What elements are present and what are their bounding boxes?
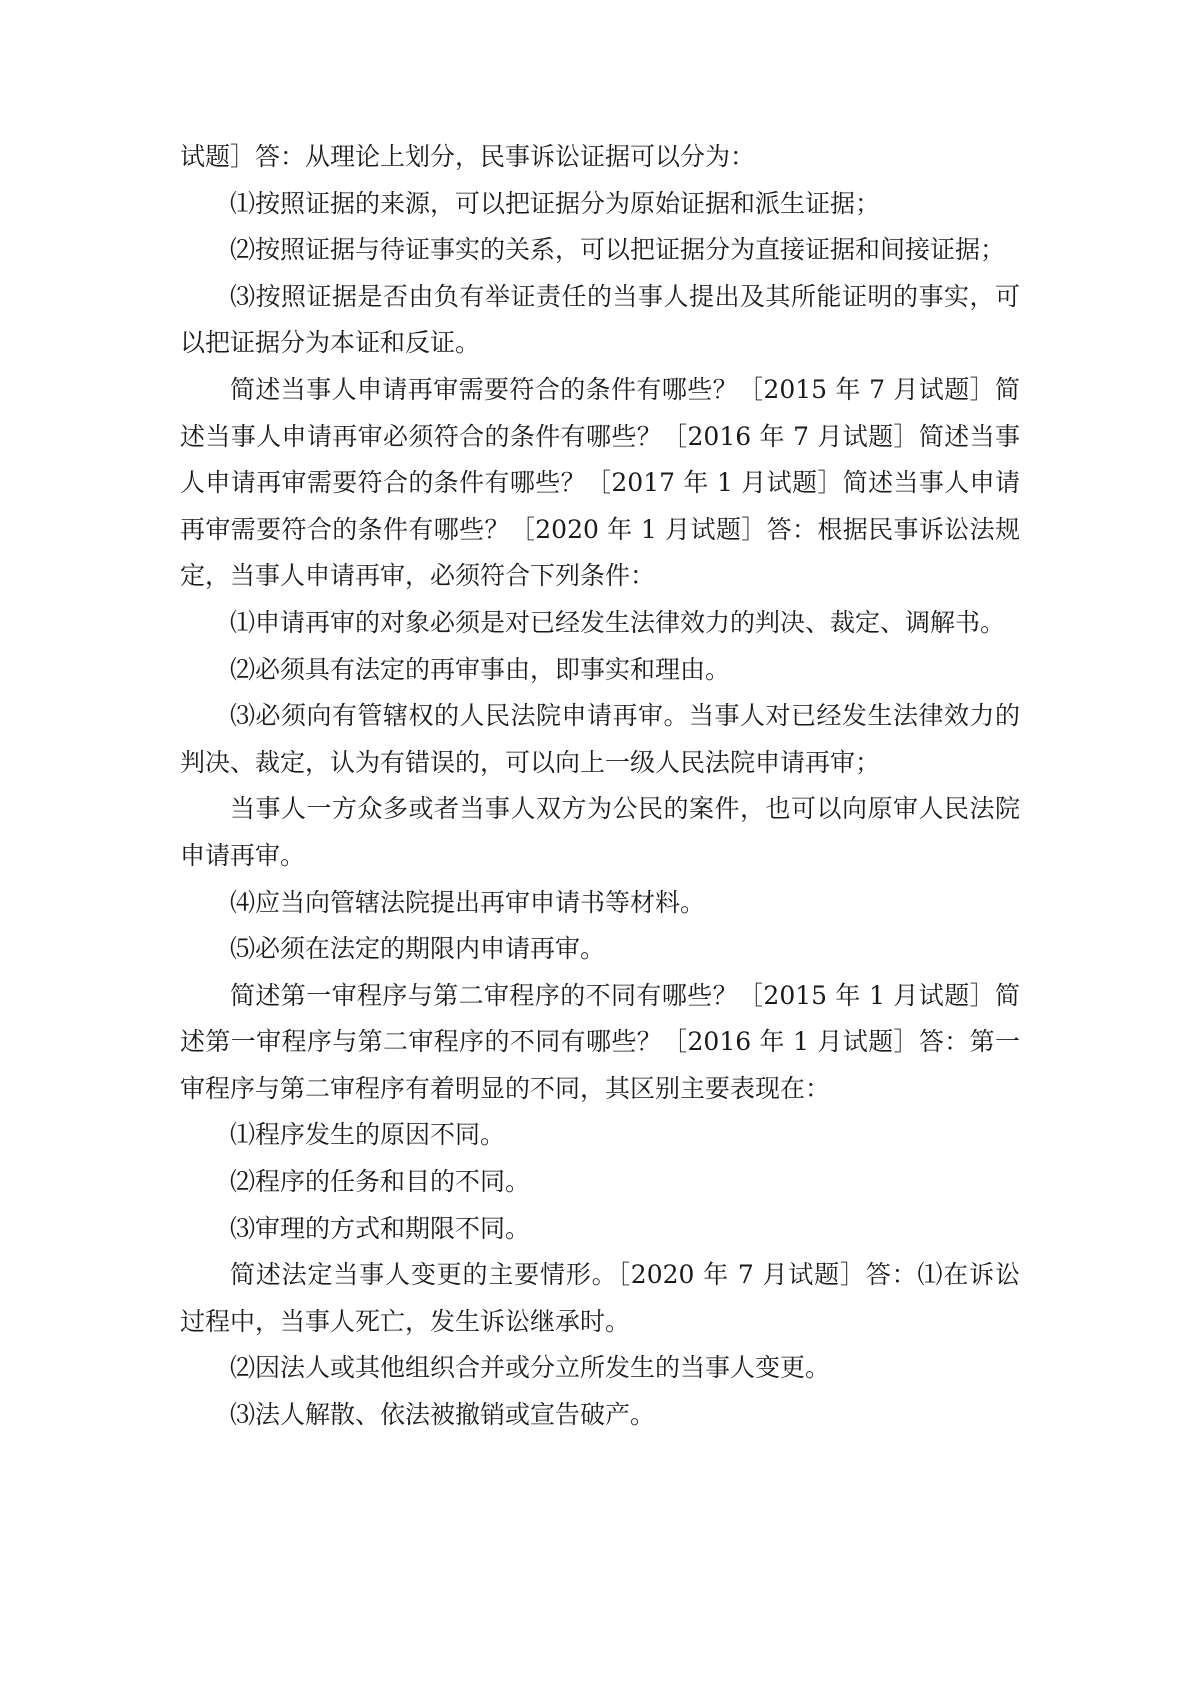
paragraph: ⑵必须具有法定的再审事由，即事实和理由。: [230, 654, 731, 684]
paragraph: ⑴申请再审的对象必须是对已经发生法律效力的判决、裁定、调解书。: [230, 607, 1006, 637]
question-paragraph: 简述第一审程序与第二审程序的不同有哪些？［2015 年 1 月试题］简述第一审程序与第二审程序的不同有哪些？［2016 年 1 月试题］答：第一审程序与第二审程序有着明显的不同，其区别主要表现在：: [180, 980, 1020, 1103]
paragraph: ⑴程序发生的原因不同。: [230, 1120, 506, 1150]
paragraph: 试题］答：从理论上划分，民事诉讼证据可以分为：: [180, 142, 756, 171]
paragraph: ⑶必须向有管辖权的人民法院申请再审。当事人对已经发生法律效力的判决、裁定，认为有错误的，可以向上一级人民法院申请再审；: [180, 701, 1020, 777]
paragraph: ⑵按照证据与待证事实的关系，可以把证据分为直接证据和间接证据；: [230, 235, 1006, 265]
question-paragraph: 简述当事人申请再审需要符合的条件有哪些？［2015 年 7 月试题］简述当事人申请再审必须符合的条件有哪些？［2016 年 7 月试题］简述当事人申请再审需要符合的条件有哪些？［2017 年 1 月试题］简述当事人申请再审需要符合的条件有哪些？［2020 年 1 月试题］答：根据民事诉讼法规定，当事人申请再审，必须符合下列条件：: [180, 374, 1020, 591]
paragraph: ⑶按照证据是否由负有举证责任的当事人提出及其所能证明的事实，可以把证据分为本证和反证。: [180, 281, 1020, 358]
paragraph: ⑷应当向管辖法院提出再审申请书等材料。: [230, 887, 706, 917]
paragraph: ⑵因法人或其他组织合并或分立所发生的当事人变更。: [230, 1353, 831, 1383]
paragraph: ⑸必须在法定的期限内申请再审。: [230, 934, 606, 964]
document-body: [180, 134, 1020, 1439]
question-paragraph: 简述法定当事人变更的主要情形。［2020 年 7 月试题］答：⑴在诉讼过程中，当事人死亡，发生诉讼继承时。: [180, 1260, 1020, 1336]
paragraph: ⑶审理的方式和期限不同。: [230, 1213, 531, 1243]
paragraph: 当事人一方众多或者当事人双方为公民的案件，也可以向原审人民法院申请再审。: [180, 794, 1020, 870]
paragraph: ⑶法人解散、依法被撤销或宣告破产。: [230, 1400, 656, 1430]
paragraph: ⑵程序的任务和目的不同。: [230, 1167, 531, 1197]
paragraph: ⑴按照证据的来源，可以把证据分为原始证据和派生证据；: [230, 188, 881, 218]
